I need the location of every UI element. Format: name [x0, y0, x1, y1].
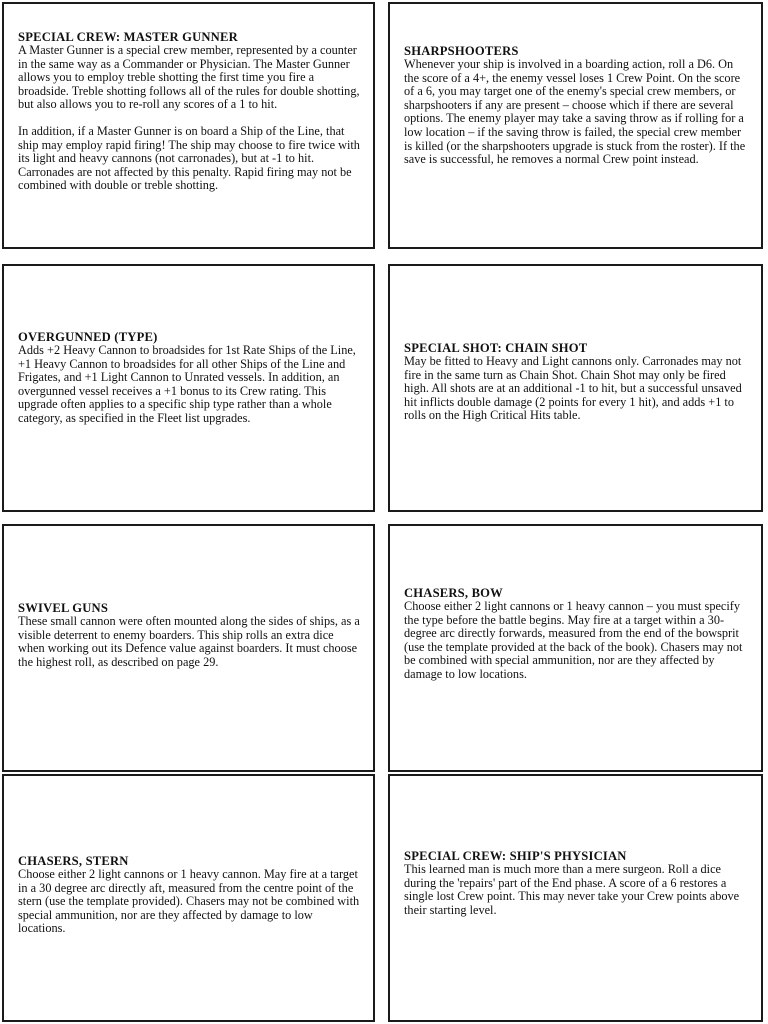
card-paragraph: In addition, if a Master Gunner is on board a Ship of the Line, that ship may employ rapid firing! The ship may choose to fire twice with its light and heavy cannons (not carronades), but at -1 to hit. Carronades are not affected by this penalty. Rapid firing may not be combined with double or treble shotting.: [18, 123, 360, 193]
card-content: [4, 854, 373, 936]
card-chain-shot: [388, 264, 763, 512]
card-title: OVERGUNNED (TYPE): [18, 330, 158, 344]
card-overgunned: [2, 264, 375, 512]
card-body: [18, 344, 361, 426]
card-paragraph: May be fitted to Heavy and Light cannons only. Carronades may not fire in the same turn as Chain Shot. Chain Shot may only be fired high. All shots are at an additional -1 to hit, but a successful unsaved hit inflicts double damage (2 points for every 1 hit), and adds +1 to rolls on the High Critical Hits table.: [404, 354, 742, 423]
card-content: [4, 330, 373, 426]
card-body: [404, 58, 749, 167]
card-content: [390, 44, 761, 167]
card-content: [4, 30, 373, 193]
card-title: SHARPSHOOTERS: [404, 44, 519, 58]
card-title: SPECIAL SHOT: CHAIN SHOT: [404, 341, 588, 355]
card-content: [390, 341, 761, 423]
card-content: [390, 586, 761, 682]
card-content: [390, 849, 761, 917]
card-paragraph: Choose either 2 light cannons or 1 heavy cannon. May fire at a target in a 30 degree arc directly aft, measured from the centre point of the stern (use the template provided). Chasers may not be combined with special ammunition, nor are they affected by damage to low locations.: [18, 867, 360, 936]
card-paragraph: These small cannon were often mounted along the sides of ships, as a visible deterrent to enemy boarders. This ship rolls an extra dice when working out its Defence value against boarders. It must choose the highest roll, as described on page 29.: [18, 614, 360, 669]
card-body: [404, 863, 749, 917]
card-paragraph: Adds +2 Heavy Cannon to broadsides for 1st Rate Ships of the Line, +1 Heavy Cannon to broadsides for all other Ships of the Line and Frigates, and +1 Light Cannon to Unrated vessels. In addition, an overgunned vessel receives a +1 bonus to its Crew rating. This upgrade often applies to a specific ship type rather than a whole category, as specified in the Fleet list upgrades.: [18, 343, 356, 425]
card-chasers-bow: [388, 524, 763, 772]
card-master-gunner: [2, 2, 375, 249]
card-body: [18, 868, 361, 936]
card-paragraph: Whenever your ship is involved in a boarding action, roll a D6. On the score of a 4+, the enemy vessel loses 1 Crew Point. On the score of a 6, you may target one of the enemy's special crew members, or sharpshooters if any are present – choose which if there are several options. The enemy player may take a saving throw as if rolling for a low location – if the saving throw is failed, the special crew member is killed (or the sharpshooters upgrade is stuck from the roster). If the save is successful, he removes a normal Crew point instead.: [404, 57, 746, 167]
card-title: SPECIAL CREW: MASTER GUNNER: [18, 30, 238, 44]
card-title: SWIVEL GUNS: [18, 601, 109, 615]
card-body: [18, 44, 361, 193]
card-content: [4, 601, 373, 669]
card-title: CHASERS, BOW: [404, 586, 503, 600]
card-sharpshooters: [388, 2, 763, 249]
card-body: [404, 600, 749, 682]
card-paragraph: Choose either 2 light cannons or 1 heavy cannon – you must specify the type before the battle begins. May fire at a target within a 30-degree arc directly forwards, measured from the end of the bowsprit (use the template provided at the back of the book). Chasers may not be combined with special ammunition, nor are they affected by damage to low locations.: [404, 599, 743, 681]
card-chasers-stern: [2, 774, 375, 1022]
card-ships-physician: [388, 774, 763, 1022]
card-body: [404, 355, 749, 423]
card-body: [18, 615, 361, 669]
card-title: SPECIAL CREW: SHIP'S PHYSICIAN: [404, 849, 627, 863]
card-paragraph: A Master Gunner is a special crew member, represented by a counter in the same way as a Commander or Physician. The Master Gunner allows you to employ treble shotting the first time you fire a broadside. Treble shotting follows all of the rules for double shotting, but also allows you to re-roll any scores of a 1 to hit.: [18, 43, 360, 112]
card-title: CHASERS, STERN: [18, 854, 129, 868]
card-swivel-guns: [2, 524, 375, 772]
card-paragraph: This learned man is much more than a mere surgeon. Roll a dice during the 'repairs' part of the End phase. A score of a 6 restores a single lost Crew point. This may never take your Crew points above their starting level.: [404, 862, 740, 917]
